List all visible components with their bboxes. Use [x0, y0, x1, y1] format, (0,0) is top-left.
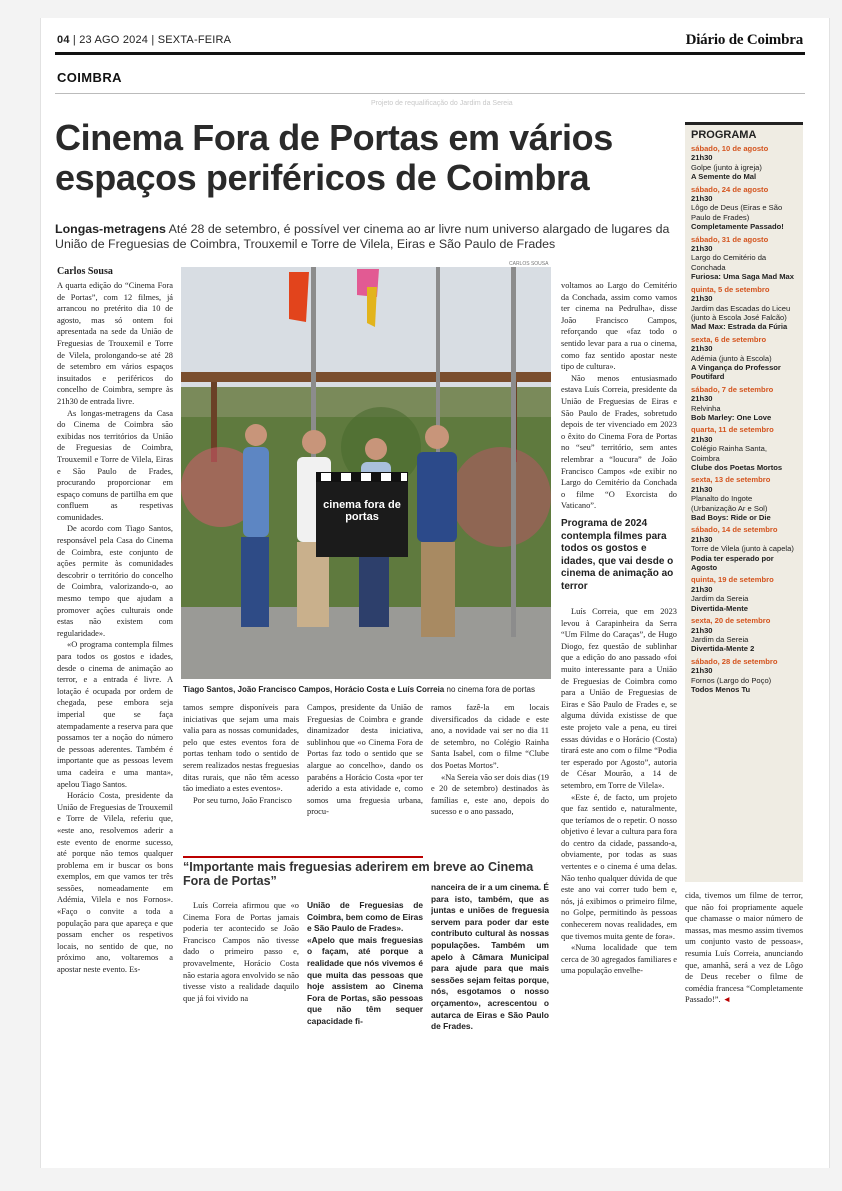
- lead-kicker: Longas-metragens: [55, 222, 166, 236]
- event-place: Jardim da Sereia: [691, 634, 749, 644]
- event-time: 21h30: [691, 344, 713, 354]
- event-date: sexta, 6 de setembro: [691, 334, 767, 344]
- event-place: Planalto do Ingote (Urbanização Ar e Sol): [691, 494, 768, 513]
- page-number: 04: [57, 34, 70, 46]
- event-film: Bad Boys: Ride or Die: [691, 513, 771, 523]
- event-place: Jardim da Sereia: [691, 594, 749, 604]
- event-place: Colégio Rainha Santa, Coimbra: [691, 444, 767, 463]
- paragraph: «O programa contempla filmes para todos os gostos e idades, desde o cinema de animação ao terror, e a entrada é livre. A lotação é ocupada por ordem de chegada, pese embora seja imperial que se faça atempadamente a reserva para que possamos ter a noção do número de pessoas aderentes. Também é importante que as pessoas levem uma cadeira e uma manta», apelou Tiago Santos.: [57, 640, 173, 789]
- event-date: quarta, 11 de setembro: [691, 425, 774, 435]
- paragraph: União de Freguesias de Coimbra, bem como de Eiras e São Paulo de Frades».: [307, 900, 423, 934]
- event-place: Jardim das Escadas do Liceu (junto à Escola José Falcão): [691, 303, 791, 322]
- event-film: A Vingança do Professor Poutifard: [691, 362, 781, 382]
- programme-event: [685, 524, 803, 574]
- event-place: Lôgo de Deus (Eiras e São Paulo de Frades): [691, 203, 783, 222]
- event-film: Todos Menos Tu: [691, 684, 751, 694]
- event-time: 21h30: [691, 294, 713, 304]
- subheading: Programa de 2024 contempla filmes para todos os gostos e idades, que vai desde o cinema de animação ao terror: [561, 518, 674, 592]
- article-column-2a: [183, 702, 299, 846]
- lead-paragraph: [55, 222, 685, 252]
- programme-list: [685, 143, 803, 696]
- event-film: A Semente do Mal: [691, 172, 757, 182]
- article-column-3a: [183, 900, 299, 1126]
- event-time: 21h30: [691, 484, 713, 494]
- caption-names: Tiago Santos, João Francisco Campos, Horácio Costa e Luís Correia: [183, 685, 445, 694]
- programme-event: [685, 615, 803, 656]
- caption-text: no cinema fora de portas: [446, 685, 535, 694]
- event-place: Largo do Cemitério da Conchada: [691, 253, 767, 272]
- paragraph: «Na Sereia vão ser dois dias (19 e 20 de setembro) destinados às famílias e, este ano, depois do sucesso e o ano passado,: [431, 772, 549, 817]
- event-date: sexta, 13 de setembro: [691, 475, 771, 485]
- section-rule: [55, 93, 805, 94]
- show-through-text: Projeto de requalificação do Jardim da Sereia: [371, 100, 513, 107]
- paragraph: «Este é, de facto, um projeto que faz sentido e, naturalmente, que teríamos de o repetir. O nosso objetivo é levar a cultura para fora do centro da cidade, passando-a, obviamente, por todas as suas vertentes e o cinema é uma delas. Não tenho qualquer dúvida de que este ano vai correr tudo bem e, nós, já exibimos o primeiro filme, no Golpe, permitindo às pessoas conhecerem novas realidades, em que tivemos muita gente de fora».: [561, 792, 677, 941]
- paragraph: «Apelo que mais freguesias o façam, até porque a realidade que nós vivemos é que muita das pessoas que hoje assistem ao Cinema Fora de Portas, são pessoas que não têm sequer capacidade fi-: [307, 934, 423, 1026]
- paragraph: ramos fazê-la em locais diversificados da cidade e este ano, a novidade vai ser no dia 11 de setembro, no Colégio Rainha Santa Isabel, com o filme “Clube dos Poetas Mortos”.: [431, 703, 549, 770]
- programme-event: [685, 334, 803, 384]
- programme-event: [685, 656, 803, 697]
- event-date: sábado, 28 de setembro: [691, 656, 778, 666]
- article-column-3c: [431, 882, 549, 1126]
- author-byline: Carlos Sousa: [57, 266, 113, 277]
- event-film: Completamente Passado!: [691, 222, 784, 232]
- paragraph: Campos, presidente da União de Freguesias de Coimbra e grande dinamizador desta iniciativa, sublinhou que «o Cinema Fora de Portas faz todo o sentido que se alargue ao concelho», dando os parabéns a Horácio Costa «por ter aderido a esta atividade e, como somos uma freguesia urbana, procu-: [307, 703, 423, 817]
- paragraph: voltamos ao Largo do Cemitério da Conchada, assim como vamos ter cinema na Pedrulha», disse João Francisco Campos, reforçando que «faz todo o sentido levar para a rua o cinema, como faz sentido apostar neste tipo de cultura».: [561, 281, 677, 372]
- newspaper-logo: Diário de Coimbra: [685, 32, 803, 48]
- article-column-5: [685, 890, 803, 1126]
- event-time: 21h30: [691, 434, 713, 444]
- programme-box: [685, 122, 803, 882]
- photo-caption: [183, 685, 553, 694]
- issue-date: 23 AGO 2024: [79, 34, 149, 46]
- article-column-4b: [561, 606, 677, 1126]
- paragraph: Luís Correia, que em 2023 levou à Carapinheira da Serra “Um Filme do Caraças”, de Hugo Diogo, fez questão de sublinhar que a edição do ano passado «foi muito interessante para a União de Freguesias de Coimbra como para a União de Freguesias de Eiras e São Paulo de Frades e, se alguma dúvida existisse de que este projeto vale a pena, eu tirei essas dúvidas e o Horácio (Costa) tirará este ano com o filme “Podia ter esperado por Agosto”, autoria de César Mourão, a 14 de setembro, em Torre de Vilela».: [561, 607, 677, 790]
- paragraph: nanceira de ir a um cinema. É para isto, também, que as juntas e uniões de freguesia servem para poder dar este contributo cultural às nossas populações. Também um apelo à Câmara Municipal para ajude para que mais sessões sejam feitas porque, nós, esgotamos o nosso orçamento», acrescentou o autarca de Eiras e São Paulo de Frades.: [431, 882, 549, 1032]
- programme-event: [685, 284, 803, 334]
- photo-illustration: [181, 267, 551, 679]
- event-film: Divertida-Mente 2: [691, 644, 755, 654]
- clapboard-text: cinema fora de portas: [323, 499, 401, 523]
- event-time: 21h30: [691, 153, 713, 163]
- event-date: quinta, 19 de setembro: [691, 575, 774, 585]
- event-date: sábado, 10 de agosto: [691, 144, 769, 153]
- programme-event: [685, 424, 803, 474]
- event-place: Adémia (junto à Escola): [691, 353, 772, 363]
- article-column-3b: [307, 900, 423, 1126]
- article-column-2b: [307, 702, 423, 846]
- event-film: Podia ter esperado por Agosto: [691, 553, 774, 573]
- event-time: 21h30: [691, 666, 713, 676]
- event-time: 21h30: [691, 244, 713, 254]
- event-time: 21h30: [691, 625, 713, 635]
- event-date: sábado, 24 de agosto: [691, 184, 769, 194]
- paragraph: Não menos entusiasmado estava Luís Correia, presidente da União de Freguesias de Eiras e São Paulo de Frades, sobretudo depois de ter vivenciado em 2023 o êxito do Cinema Fora de Portas no “seu” território, sem antes relembrar a “loucura” de João Francisco Campos «de exibir no Largo do Cemitério da Conchada o filme “O Exorcista do Vaticano”.: [561, 373, 677, 511]
- event-film: Furiosa: Uma Saga Mad Max: [691, 272, 794, 282]
- paragraph: De acordo com Tiago Santos, responsável pela Casa do Cinema de Coimbra, este conjunto de ações permite às comunidades descobrir o território do concelho de Coimbra, valorizando-o, ao mesmo tempo que ajudam a promover ações culturais onde estas não existem com regularidade».: [57, 524, 173, 638]
- pull-quote: “Importante mais freguesias aderirem em breve ao Cinema Fora de Portas”: [183, 860, 534, 888]
- pull-quote-rule: [183, 856, 423, 858]
- programme-event: [685, 143, 803, 184]
- event-time: 21h30: [691, 194, 713, 204]
- article-column-1: [57, 280, 173, 1126]
- event-place: Fornos (Largo do Poço): [691, 675, 772, 685]
- event-time: 21h30: [691, 584, 713, 594]
- event-film: Mad Max: Estrada da Fúria: [691, 322, 788, 332]
- photo-credit: CARLOS SOUSA: [509, 261, 549, 267]
- event-place: Torre de Vilela (junto à capela): [691, 544, 794, 554]
- event-time: 21h30: [691, 394, 713, 404]
- event-time: 21h30: [691, 534, 713, 544]
- programme-event: [685, 234, 803, 284]
- paragraph: [685, 890, 803, 1006]
- programme-event: [685, 384, 803, 425]
- paragraph: Por seu turno, João Francisco: [193, 795, 292, 805]
- event-date: sábado, 31 de agosto: [691, 234, 769, 244]
- paragraph: As longas-metragens da Casa do Cinema de Coimbra são exibidas nos territórios da União de Freguesias de Coimbra, Trouxemil e Torre de Vilela, Eiras e São Paulo de Frades, procurando proporcionar em espaço comuns de partilha em que confluem as respetivas comunidades.: [57, 408, 173, 522]
- event-date: sábado, 14 de setembro: [691, 525, 778, 535]
- article-column-2c: [431, 702, 549, 846]
- event-photo: [181, 267, 551, 679]
- closing-text: cida, tivemos um filme de terror, que não foi propriamente aquele que chamasse o maior número de massas, mas mesmo assim tivemos um conjunto vasto de pessoas», resumia Luís Correia, anunciando que, amanhã, será a vez de Lôgo de Deus receber o filme de comédia francesa “Completamente Passado!”.: [685, 891, 803, 1005]
- event-date: sexta, 20 de setembro: [691, 616, 771, 626]
- paragraph: Horácio Costa, presidente da União de Freguesias de Trouxemil e Torre de Vilela, referiu que, «este ano, resolvemos aderir a este evento de enorme sucesso, até porque não temos qualquer problema em ir buscar os bons exemplos, em que vamos ter três sessões, nomeadamente em Adémia, Vilela e nos Fornos». «Faço o convite a toda a população para que apareça e que possam encher os respetivos locais, no sentido de que, no próximo ano, voltaremos a apostar neste evento. Es-: [57, 791, 173, 975]
- headline: Cinema Fora de Portas em vários espaços periféricos de Coimbra: [55, 117, 613, 198]
- paragraph: «Numa localidade que tem cerca de 30 agregados familiares e uma população envelhe-: [561, 943, 677, 976]
- end-mark-icon: ◄: [722, 995, 731, 1005]
- event-film: Divertida-Mente: [691, 603, 748, 613]
- page-header-info: 04 | 23 AGO 2024 | SEXTA-FEIRA: [57, 34, 232, 46]
- article-column-4a: [561, 280, 677, 512]
- event-film: Clube dos Poetas Mortos: [691, 463, 783, 472]
- issue-weekday: SEXTA-FEIRA: [157, 34, 232, 46]
- paragraph: tamos sempre disponíveis para iniciativas que sejam uma mais valia para as nossas comunidades, pelo que estes eventos fora de portas tenham todo o sentido de serem realizados nestas freguesias ditas rurais, que não têm acesso tão imediato a estes eventos».: [183, 703, 299, 794]
- event-place: Golpe (junto à igreja): [691, 162, 762, 172]
- programme-event: [685, 474, 803, 524]
- event-place: Relvinha: [691, 403, 721, 413]
- event-film: Bob Marley: One Love: [691, 412, 772, 422]
- programme-event: [685, 184, 803, 234]
- header-rule: [55, 52, 805, 55]
- newspaper-page: [40, 18, 830, 1168]
- event-date: quinta, 5 de setembro: [691, 284, 770, 294]
- event-date: sábado, 7 de setembro: [691, 384, 774, 394]
- programme-event: [685, 574, 803, 615]
- lead-text: Até 28 de setembro, é possível ver cinema ao ar livre num universo alargado de lugares da União de Freguesias de Coimbra, Trouxemil e Torre de Vilela, Eiras e São Paulo de Frades: [55, 222, 670, 251]
- paragraph: Luís Correia afirmou que «o Cinema Fora de Portas jamais poderia ter acontecido se João Francisco Campos não tivesse dado o primeiro passo e, provavelmente, Horácio Costa não estaria agora envolvido se não tivesse visto a realidade daquilo que já foi vivido na: [183, 901, 299, 1003]
- programme-title: PROGRAMA: [691, 129, 757, 141]
- paragraph: A quarta edição do “Cinema Fora de Portas”, com 12 filmes, já arrancou no pretérito dia 10 de agosto, mas só ontem foi apresentada na sede da União de Freguesias de Trouxemil e Torre de Vilela, prolongando-se até 28 de setembro em vários espaços insuitados e periféricos do concelho de Coimbra, sempre às 21h30 de entrada livre.: [57, 281, 173, 406]
- section-label: COIMBRA: [57, 70, 122, 85]
